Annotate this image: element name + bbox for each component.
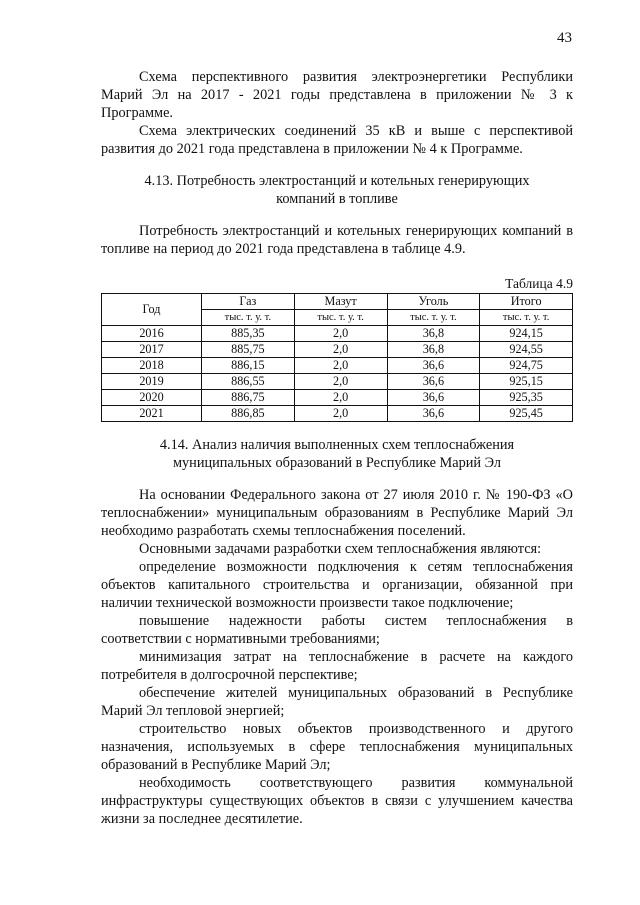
table-caption: Таблица 4.9 xyxy=(505,276,573,291)
cell-gas: 885,35 xyxy=(202,326,295,342)
section-4-14-list-item: определение возможности подключения к сетям теплоснабжения объектов капитального строительства и организации, обязанной при наличии технической возможности произвести такое подключение; xyxy=(101,559,573,611)
intro-paragraph-1: Схема перспективного развития электроэнергетики Республики Марий Эл на 2017 - 2021 годы представлена в приложении № 3 к Программе. xyxy=(101,69,573,121)
section-4-14-list-item: обеспечение жителей муниципальных образований в Республике Марий Эл тепловой энергией; xyxy=(101,685,573,719)
cell-coal: 36,8 xyxy=(387,326,480,342)
section-4-14-list-item: повышение надежности работы систем теплоснабжения в соответствии с нормативными требованиями; xyxy=(101,613,573,647)
cell-coal: 36,6 xyxy=(387,374,480,390)
header-coal: Уголь xyxy=(387,294,480,310)
section-4-14-list-item: минимизация затрат на теплоснабжение в расчете на каждого потребителя в долгосрочной перспективе; xyxy=(101,649,573,683)
unit-cell: тыс. т. у. т. xyxy=(294,310,387,326)
cell-gas: 885,75 xyxy=(202,342,295,358)
table-header-row xyxy=(102,294,573,310)
cell-fuel-oil: 2,0 xyxy=(294,342,387,358)
unit-cell: тыс. т. у. т. xyxy=(480,310,573,326)
cell-gas: 886,55 xyxy=(202,374,295,390)
cell-gas: 886,85 xyxy=(202,406,295,422)
cell-coal: 36,8 xyxy=(387,342,480,358)
cell-year: 2017 xyxy=(102,342,202,358)
section-4-14-heading: 4.14. Анализ наличия выполненных схем теплоснабжения муниципальных образований в Республике Марий Эл xyxy=(159,437,515,471)
unit-cell: тыс. т. у. т. xyxy=(387,310,480,326)
section-4-13-heading: 4.13. Потребность электростанций и котельных генерирующих компаний в топливе xyxy=(144,173,530,207)
table-row xyxy=(102,358,573,374)
page-number: 43 xyxy=(557,30,572,46)
fuel-demand-table xyxy=(101,293,573,422)
table-row xyxy=(102,374,573,390)
cell-gas: 886,75 xyxy=(202,390,295,406)
cell-year: 2018 xyxy=(102,358,202,374)
header-year: Год xyxy=(102,294,202,326)
table-row xyxy=(102,406,573,422)
section-4-14-paragraph: Основными задачами разработки схем теплоснабжения являются: xyxy=(139,541,542,557)
cell-total: 925,45 xyxy=(480,406,573,422)
section-4-14-list-item: строительство новых объектов производственного и другого назначения, используемых в сфере теплоснабжения муниципальных образований в Республике Марий Эл; xyxy=(101,721,573,773)
header-fuel-oil: Мазут xyxy=(294,294,387,310)
section-4-13-paragraph: Потребность электростанций и котельных генерирующих компаний в топливе на период до 2021 года представлена в таблице 4.9. xyxy=(101,223,573,257)
cell-fuel-oil: 2,0 xyxy=(294,358,387,374)
cell-year: 2016 xyxy=(102,326,202,342)
cell-total: 924,75 xyxy=(480,358,573,374)
cell-total: 925,15 xyxy=(480,374,573,390)
table-row xyxy=(102,390,573,406)
unit-cell: тыс. т. у. т. xyxy=(202,310,295,326)
page-content xyxy=(101,68,573,828)
table-row xyxy=(102,326,573,342)
cell-coal: 36,6 xyxy=(387,358,480,374)
cell-year: 2020 xyxy=(102,390,202,406)
cell-coal: 36,6 xyxy=(387,406,480,422)
cell-year: 2019 xyxy=(102,374,202,390)
cell-total: 924,55 xyxy=(480,342,573,358)
table-row xyxy=(102,342,573,358)
cell-year: 2021 xyxy=(102,406,202,422)
cell-fuel-oil: 2,0 xyxy=(294,406,387,422)
cell-gas: 886,15 xyxy=(202,358,295,374)
section-4-14-list-item: необходимость соответствующего развития коммунальной инфраструктуры существующих объектов в связи с улучшением качества жизни за последнее десятилетие. xyxy=(101,775,573,827)
section-4-14-paragraph: На основании Федерального закона от 27 июля 2010 г. № 190-ФЗ «О теплоснабжении» муниципальным образованиям в Республике Марий Эл необходимо разработать схемы теплоснабжения поселений. xyxy=(101,487,573,539)
cell-fuel-oil: 2,0 xyxy=(294,390,387,406)
intro-paragraph-2: Схема электрических соединений 35 кВ и выше с перспективой развития до 2021 года представлена в приложении № 4 к Программе. xyxy=(101,123,573,157)
header-total: Итого xyxy=(480,294,573,310)
cell-fuel-oil: 2,0 xyxy=(294,374,387,390)
cell-fuel-oil: 2,0 xyxy=(294,326,387,342)
cell-coal: 36,6 xyxy=(387,390,480,406)
cell-total: 925,35 xyxy=(480,390,573,406)
cell-total: 924,15 xyxy=(480,326,573,342)
header-gas: Газ xyxy=(202,294,295,310)
